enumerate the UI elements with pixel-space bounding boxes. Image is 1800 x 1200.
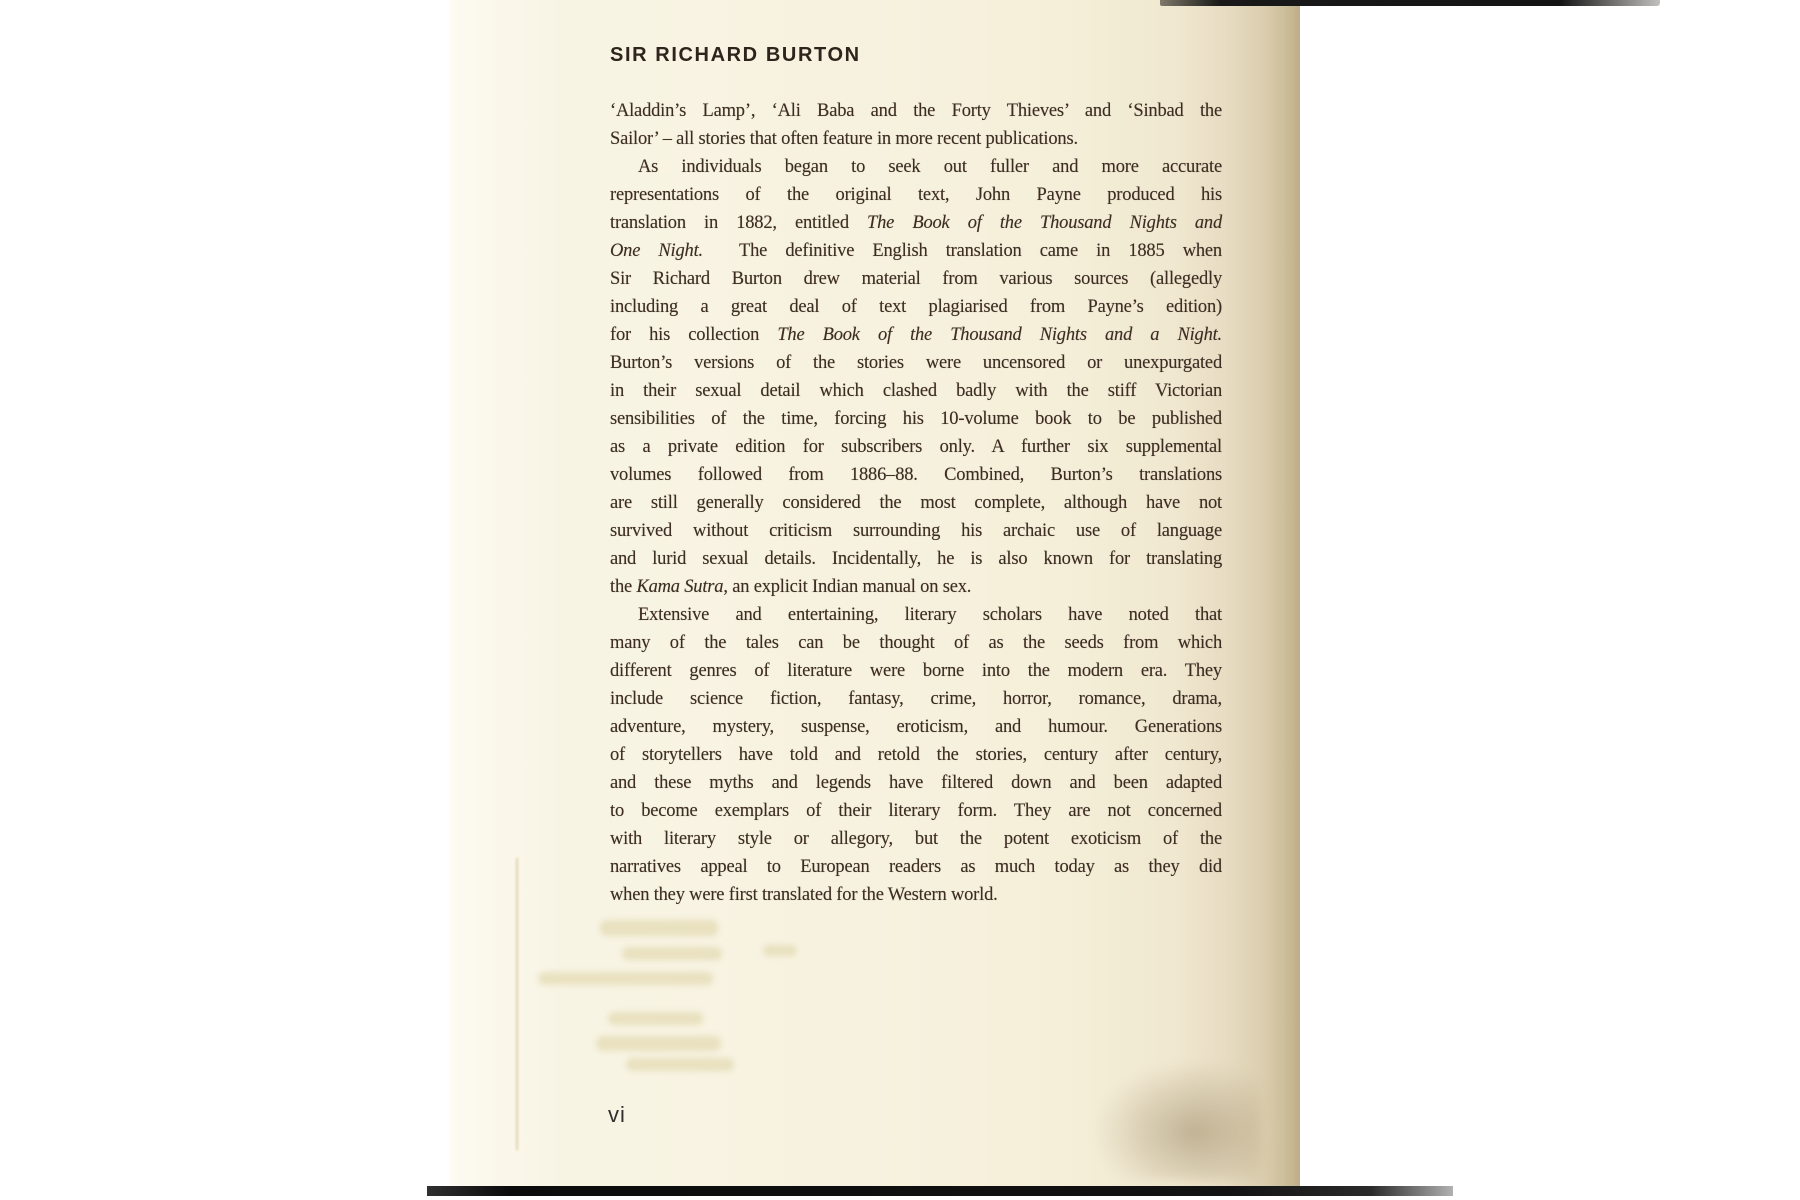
text-line: As individuals began to seek out fuller and more accurate xyxy=(638,157,1222,177)
scan-edge-top xyxy=(1160,0,1660,6)
text-line: include science fiction, fantasy, crime, horror, romance, drama, xyxy=(610,689,1222,709)
running-header: SIR RICHARD BURTON xyxy=(610,44,861,66)
text-line: different genres of literature were borne into the modern era. They xyxy=(610,661,1222,681)
text-line: including a great deal of text plagiarised from Payne’s edition) xyxy=(610,297,1222,317)
text-line: in their sexual detail which clashed badly with the stiff Victorian xyxy=(610,381,1222,401)
bleed-through-mark xyxy=(626,1058,734,1071)
text-line: representations of the original text, John Payne produced his xyxy=(610,185,1222,205)
text-line: ‘Aladdin’s Lamp’, ‘Ali Baba and the Forty Thieves’ and ‘Sinbad the xyxy=(610,101,1222,121)
gutter-crease xyxy=(516,858,518,1150)
page-number: vi xyxy=(608,1102,626,1127)
text-line: Extensive and entertaining, literary scholars have noted that xyxy=(638,605,1222,625)
text-line: as a private edition for subscribers only. A further six supplemental xyxy=(610,437,1222,457)
text-line: narratives appeal to European readers as much today as they did xyxy=(610,857,1222,877)
text-line: the Kama Sutra, an explicit Indian manual on sex. xyxy=(610,577,972,597)
text-line: are still generally considered the most complete, although have not xyxy=(610,493,1222,513)
text-line: adventure, mystery, suspense, eroticism, and humour. Generations xyxy=(610,717,1222,737)
text-line: many of the tales can be thought of as the seeds from which xyxy=(610,633,1222,653)
text-line: of storytellers have told and retold the stories, century after century, xyxy=(610,745,1222,765)
bleed-through-mark xyxy=(596,1036,721,1051)
text-line: Sir Richard Burton drew material from various sources (allegedly xyxy=(610,269,1222,289)
bleed-through-mark xyxy=(608,1012,703,1025)
text-line: Burton’s versions of the stories were uncensored or unexpurgated xyxy=(610,353,1222,373)
text-line: and these myths and legends have filtered down and been adapted xyxy=(610,773,1222,793)
book-page xyxy=(450,0,1300,1186)
text-line: volumes followed from 1886–88. Combined, Burton’s translations xyxy=(610,465,1222,485)
text-line: Sailor’ – all stories that often feature in more recent publications. xyxy=(610,129,1078,149)
bleed-through-mark xyxy=(763,945,797,956)
page-corner-shadow xyxy=(1092,1060,1262,1180)
text-line: and lurid sexual details. Incidentally, he is also known for translating xyxy=(610,549,1222,569)
text-line: translation in 1882, entitled The Book of the Thousand Nights and xyxy=(610,213,1222,233)
bleed-through-mark xyxy=(622,947,722,960)
text-line: sensibilities of the time, forcing his 10-volume book to be published xyxy=(610,409,1222,429)
text-line: survived without criticism surrounding his archaic use of language xyxy=(610,521,1222,541)
text-line: to become exemplars of their literary form. They are not concerned xyxy=(610,801,1222,821)
text-line: One Night. The definitive English translation came in 1885 when xyxy=(610,241,1222,261)
bleed-through-mark xyxy=(600,920,718,936)
bleed-through-mark xyxy=(538,972,713,985)
text-line: with literary style or allegory, but the potent exoticism of the xyxy=(610,829,1222,849)
text-line: when they were first translated for the Western world. xyxy=(610,885,998,905)
scan-edge-bottom xyxy=(427,1186,1453,1196)
text-line: for his collection The Book of the Thousand Nights and a Night. xyxy=(610,325,1222,345)
body-text xyxy=(610,97,1222,909)
